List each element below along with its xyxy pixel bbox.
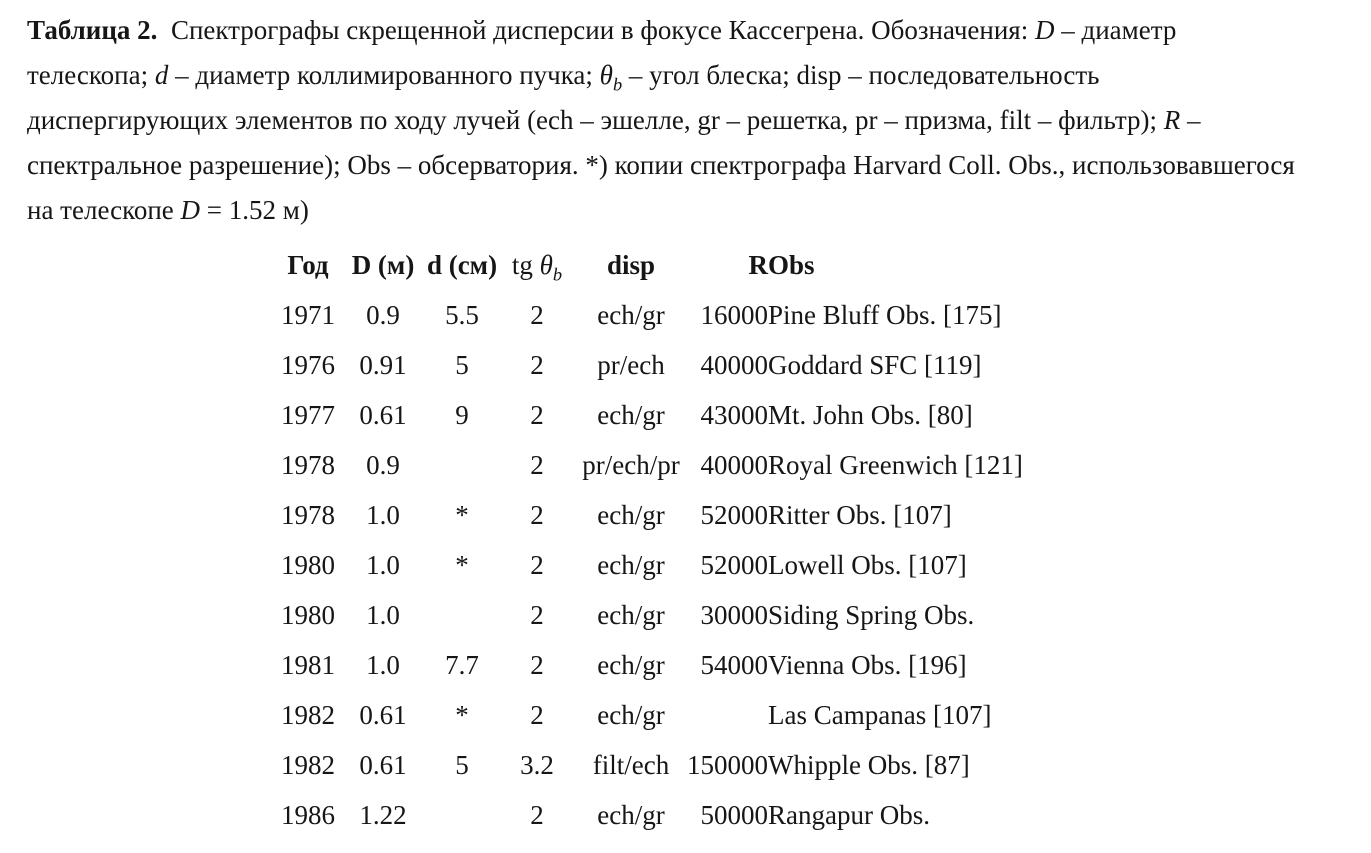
cell-year: 1982	[281, 699, 335, 730]
cell-collimated-beam-diameter: 5	[455, 349, 469, 380]
cell-year: 1980	[281, 549, 335, 580]
caption-line	[27, 53, 1295, 98]
cell-collimated-beam-diameter: *	[455, 549, 469, 580]
text-segment: d	[154, 60, 169, 90]
cell-year: 1980	[281, 599, 335, 630]
cell-year: 1976	[281, 349, 335, 380]
table-row	[275, 640, 1268, 690]
cell-collimated-beam-diameter: 7.7	[445, 649, 479, 680]
cell-blaze-angle-tangent: 2	[530, 599, 544, 630]
caption-line	[27, 8, 1295, 53]
text-segment: Obs	[768, 249, 815, 280]
text-segment: R	[1163, 105, 1181, 135]
cell-observatory: Whipple Obs. [87]	[768, 749, 970, 780]
table-body	[275, 290, 1268, 840]
cell-year: 1982	[281, 749, 335, 780]
text-segment: Спектрографы скрещенной дисперсии в фокусе Кассегрена. Обозначения:	[157, 15, 1035, 45]
cell-observatory: Pine Bluff Obs. [175]	[768, 299, 1002, 330]
column-header-observatory	[768, 240, 1268, 290]
text-segment: disp	[606, 249, 656, 280]
cell-year: 1986	[281, 799, 335, 830]
table-row	[275, 290, 1268, 340]
cell-telescope-diameter: 1.0	[366, 599, 400, 630]
cell-telescope-diameter: 1.22	[359, 799, 407, 830]
cell-collimated-beam-diameter: 9	[455, 399, 469, 430]
cell-collimated-beam-diameter: 5.5	[445, 299, 479, 330]
cell-spectral-resolution: 16000	[700, 299, 768, 330]
cell-blaze-angle-tangent: 2	[530, 399, 544, 430]
table-row	[275, 540, 1268, 590]
table-header	[275, 240, 1268, 290]
cell-telescope-diameter: 1.0	[366, 649, 400, 680]
text-segment: – угол блеска; disp – последовательность	[622, 60, 1100, 90]
text-segment: Год	[287, 249, 329, 280]
cell-telescope-diameter: 0.9	[366, 299, 400, 330]
cell-dispersion-sequence: ech/gr	[597, 299, 665, 330]
caption-line	[27, 188, 1295, 233]
text-segment: θ	[539, 249, 553, 280]
text-segment: диспергирующих элементов по ходу лучей (ech – эшелле, gr – решетка, pr – призма, filt – фильтр);	[27, 105, 1164, 135]
text-segment: D (м)	[351, 249, 415, 280]
cell-year: 1978	[281, 449, 335, 480]
cell-year: 1971	[281, 299, 335, 330]
cell-telescope-diameter: 0.91	[359, 349, 407, 380]
cell-spectral-resolution: 54000	[700, 649, 768, 680]
column-header-dispersion-sequence	[575, 240, 687, 290]
cell-dispersion-sequence: pr/ech/pr	[582, 449, 680, 480]
cell-dispersion-sequence: pr/ech	[597, 349, 665, 380]
cell-year: 1981	[281, 649, 335, 680]
table-row	[275, 490, 1268, 540]
cell-collimated-beam-diameter	[425, 440, 499, 490]
text-segment: tg	[511, 249, 540, 280]
table-row	[275, 340, 1268, 390]
table-row	[275, 790, 1268, 840]
cell-observatory: Ritter Obs. [107]	[768, 499, 952, 530]
cell-telescope-diameter: 1.0	[366, 499, 400, 530]
caption-line	[27, 98, 1295, 143]
cell-telescope-diameter: 0.61	[359, 399, 407, 430]
cell-spectral-resolution: 40000	[700, 349, 768, 380]
cell-dispersion-sequence: ech/gr	[597, 549, 665, 580]
column-header-year	[275, 240, 341, 290]
cell-blaze-angle-tangent: 2	[530, 649, 544, 680]
cell-spectral-resolution: 52000	[700, 549, 768, 580]
table-row	[275, 590, 1268, 640]
cell-spectral-resolution: 52000	[700, 499, 768, 530]
cell-telescope-diameter: 0.61	[359, 749, 407, 780]
cell-dispersion-sequence: ech/gr	[597, 399, 665, 430]
cell-blaze-angle-tangent: 2	[530, 299, 544, 330]
cell-telescope-diameter: 0.61	[359, 699, 407, 730]
column-header-blaze-angle-tangent	[499, 240, 575, 290]
spectrograph-table	[275, 240, 1268, 840]
text-segment: D	[180, 195, 201, 225]
cell-blaze-angle-tangent: 2	[530, 349, 544, 380]
table-row	[275, 440, 1268, 490]
cell-telescope-diameter: 0.9	[366, 449, 400, 480]
text-segment: D	[1034, 15, 1055, 45]
cell-dispersion-sequence: filt/ech	[592, 749, 670, 780]
cell-collimated-beam-diameter: *	[455, 499, 469, 530]
cell-observatory: Siding Spring Obs.	[768, 599, 975, 630]
table-row	[275, 390, 1268, 440]
cell-blaze-angle-tangent: 2	[530, 799, 544, 830]
cell-blaze-angle-tangent: 2	[530, 699, 544, 730]
caption-line	[27, 143, 1295, 188]
text-segment: телескопа;	[27, 60, 155, 90]
cell-spectral-resolution: 30000	[700, 599, 768, 630]
cell-dispersion-sequence: ech/gr	[597, 699, 665, 730]
text-segment: b	[612, 74, 623, 95]
text-segment: = 1.52 м)	[200, 195, 309, 225]
text-segment: –	[1180, 105, 1201, 135]
header-row	[275, 240, 1268, 290]
caption-label: Таблица 2.	[27, 15, 158, 45]
cell-observatory: Mt. John Obs. [80]	[768, 399, 973, 430]
cell-observatory: Royal Greenwich [121]	[768, 449, 1023, 480]
cell-dispersion-sequence: ech/gr	[597, 649, 665, 680]
cell-spectral-resolution: 43000	[700, 399, 768, 430]
cell-blaze-angle-tangent: 3.2	[520, 749, 554, 780]
column-header-telescope-diameter	[341, 240, 425, 290]
cell-spectral-resolution: 40000	[700, 449, 768, 480]
text-segment: – диаметр	[1054, 15, 1177, 45]
cell-spectral-resolution: 50000	[700, 799, 768, 830]
text-segment: – диаметр коллимированного пучка;	[168, 60, 600, 90]
column-header-collimated-beam-diameter	[425, 240, 499, 290]
cell-collimated-beam-diameter	[425, 590, 499, 640]
cell-dispersion-sequence: ech/gr	[597, 599, 665, 630]
table-row	[275, 690, 1268, 740]
cell-dispersion-sequence: ech/gr	[597, 499, 665, 530]
text-segment: b	[552, 263, 563, 284]
cell-dispersion-sequence: ech/gr	[597, 799, 665, 830]
cell-year: 1978	[281, 499, 335, 530]
cell-blaze-angle-tangent: 2	[530, 549, 544, 580]
cell-observatory: Rangapur Obs.	[768, 799, 930, 830]
cell-blaze-angle-tangent: 2	[530, 499, 544, 530]
text-segment: d (см)	[426, 249, 498, 280]
cell-year: 1977	[281, 399, 335, 430]
cell-collimated-beam-diameter	[425, 790, 499, 840]
cell-blaze-angle-tangent: 2	[530, 449, 544, 480]
cell-observatory: Vienna Obs. [196]	[768, 649, 967, 680]
cell-observatory: Goddard SFC [119]	[768, 349, 982, 380]
text-segment: спектральное разрешение); Obs – обсерватория. *) копии спектрографа Harvard Coll. Obs., использовавшегося	[27, 150, 1295, 180]
text-segment: на телескопе	[27, 195, 181, 225]
cell-telescope-diameter: 1.0	[366, 549, 400, 580]
table-row	[275, 740, 1268, 790]
cell-observatory: Lowell Obs. [107]	[768, 549, 967, 580]
text-segment: θ	[599, 60, 613, 90]
table-caption	[27, 8, 1295, 233]
cell-observatory: Las Campanas [107]	[768, 699, 992, 730]
text-segment: R	[748, 249, 768, 280]
cell-collimated-beam-diameter: 5	[455, 749, 469, 780]
cell-spectral-resolution	[687, 690, 768, 740]
cell-spectral-resolution: 150000	[687, 749, 768, 780]
cell-collimated-beam-diameter: *	[455, 699, 469, 730]
column-header-spectral-resolution	[687, 240, 768, 290]
